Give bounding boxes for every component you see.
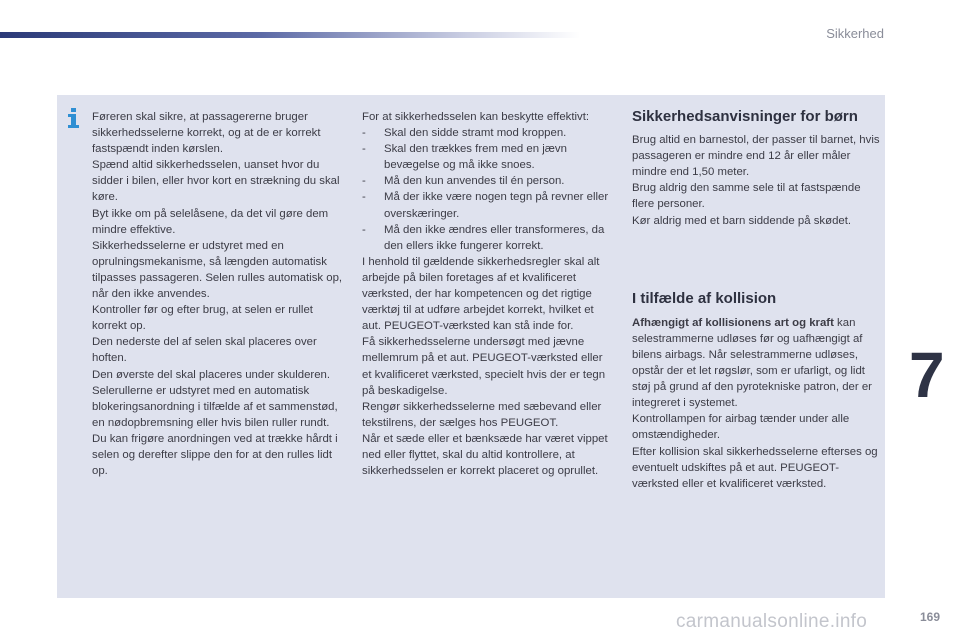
header-gradient-bar [0, 32, 580, 38]
paragraph: Kontrollampen for airbag tænder under alle omstændigheder. [632, 413, 850, 442]
paragraph: Selerullerne er udstyret med en automatisk blokeringsanordning i tilfælde af et sammenstød, en nødopbremsning eller hvis bilen ruller rundt. Du kan frigøre anordningen ved at trække hårdt i selen og derefter slippe den for at den rulles lidt op. [92, 384, 338, 478]
list-item: - Må den kun anvendes til én person. [362, 173, 612, 189]
paragraph: Den øverste del skal placeres under skulderen. [92, 368, 331, 381]
paragraph: Spænd altid sikkerhedsselen, uanset hvor du sidder i bilen, eller hvor kort en strækning du skal køre. [92, 159, 340, 204]
section-title: Sikkerhed [826, 26, 884, 41]
list-item: - Skal den trækkes frem med en jævn bevægelse og må ikke snoes. [362, 143, 567, 172]
dash-marker: - [362, 175, 366, 188]
paragraph: I henhold til gældende sikkerhedsregler skal alt arbejde på bilen foretages af et kvalificeret værksted, der har kompetencen og det rigtige værktøj til at udføre arbejdet korrekt, hvilket et aut. PEUGEOT-værksted kan stå inde for. [362, 255, 600, 333]
paragraph: Rengør sikkerhedsselerne med sæbevand eller tekstilrens, der sælges hos PEUGEOT. [362, 400, 602, 429]
dash-marker: - [362, 143, 366, 156]
paragraph: Føreren skal sikre, at passagererne bruger sikkerhedsselerne korrekt, og at de er korrekt fastspændt inden kørslen. [92, 111, 321, 156]
column-seatbelt-usage [92, 109, 344, 479]
column-child-safety [632, 109, 882, 492]
intro-text: For at sikkerhedsselen kan beskytte effektivt: [362, 111, 590, 123]
heading-child-safety: Sikkerhedsanvisninger for børn [632, 108, 858, 125]
paragraph: Få sikkerhedsselerne undersøgt med jævne mellemrum på et aut. PEUGEOT-værksted eller et kvalificeret værksted, specielt hvis der er tegn på beskadigelse. [362, 336, 606, 397]
dash-marker: - [362, 191, 366, 204]
list-item: - Må den ikke ændres eller transformeres, da den ellers ikke fungerer korrekt. [362, 223, 605, 252]
paragraph: Når et sæde eller et bænksæde har været vippet ned eller flyttet, skal du altid kontrollere, at sikkerhedsselen er korrekt placeret og oprullet. [362, 432, 608, 478]
paragraph: Den nederste del af selen skal placeres over hoften. [92, 336, 317, 365]
column-seatbelt-requirements [362, 109, 612, 479]
list-item: - Skal den sidde stramt mod kroppen. [362, 125, 612, 141]
page-number: 169 [919, 610, 940, 624]
paragraph: Brug aldrig den samme sele til at fastspænde flere personer. [632, 182, 861, 211]
heading-collision: I tilfælde af kollision [632, 289, 777, 307]
dash-marker: - [362, 223, 366, 236]
paragraph: Efter kollision skal sikkerhedsselerne efterses og eventuelt udskiftes på et aut. PEUGEOT-værksted eller et kvalificeret værksted. [632, 445, 878, 490]
paragraph: Sikkerhedsselerne er udstyret med en oprulningsmekanisme, så længden automatisk tilpasses passageren. Selen rulles automatisk op, når den ikke anvendes. [92, 239, 343, 301]
paragraph: Kontroller før og efter brug, at selen er rullet korrekt op. [92, 304, 313, 333]
dash-marker: - [362, 127, 366, 140]
list-item: - Må der ikke være nogen tegn på revner eller overskæringer. [362, 191, 609, 220]
chapter-number: 7 [909, 339, 945, 411]
paragraph: Brug altid en barnestol, der passer til barnet, hvis passageren er mindre end 12 år eller måler mindre end 1,50 meter. [632, 134, 880, 179]
watermark: carmanualsonline.info [676, 611, 868, 632]
paragraph: Byt ikke om på selelåsene, da det vil gøre dem mindre effektive. [92, 207, 329, 236]
bold-lead: Afhængigt af kollisionens art og kraft [632, 316, 834, 329]
paragraph: Kør aldrig med et barn siddende på skødet. [632, 214, 852, 227]
paragraph-collision: Afhængigt af kollisionens art og kraft kan selestrammerne udløses før og uafhængigt af bilens airbags. Når selestrammerne udløses, opstår der et let røgslør, som er ufarligt, og lidt støj på grund af den pyrotekniske patron, der er integreret i systemet. [632, 316, 872, 410]
info-icon [64, 108, 82, 128]
chapter-tab [901, 340, 957, 420]
